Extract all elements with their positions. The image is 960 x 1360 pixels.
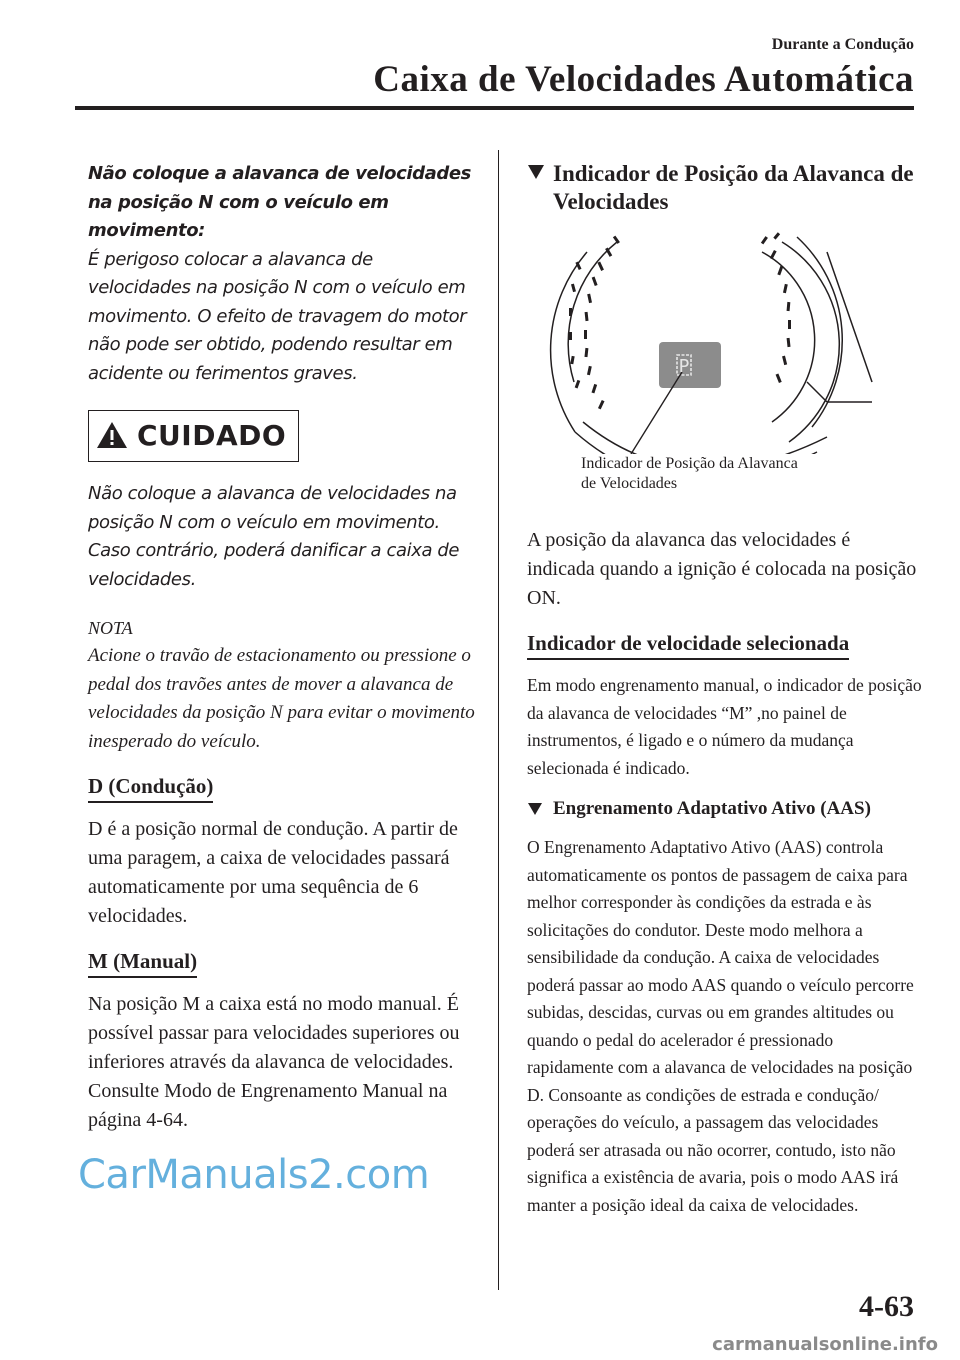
nota-body: Acione o travão de estacionamento ou pressione o pedal dos travões antes de mover a alavanca de velocidades da posição N para evitar o movimento inesperado do veículo. — [88, 645, 475, 752]
triangle-down-icon — [527, 802, 543, 816]
caution-box — [88, 410, 299, 462]
left-column — [88, 160, 478, 1135]
figure-caption — [581, 454, 798, 494]
selected-heading: Indicador de velocidade selecionada — [527, 631, 849, 660]
column-divider — [498, 150, 499, 1290]
page-title: Caixa de Velocidades Automática — [373, 59, 914, 100]
page-number: 4-63 — [859, 1290, 914, 1323]
footer-site: carmanualsonline.info — [712, 1334, 938, 1355]
d-heading: D (Condução) — [88, 774, 213, 803]
nota-label: NOTA — [88, 618, 133, 638]
watermark: CarManuals2.com — [78, 1152, 430, 1198]
triangle-down-icon — [527, 164, 545, 180]
figure-caption-line2: de Velocidades — [581, 475, 678, 492]
aas-heading-text: Engrenamento Adaptativo Ativo (AAS) — [553, 798, 871, 819]
indicator-heading-text: Indicador de Posição da Alavanca de Velocidades — [553, 161, 914, 214]
m-body: Na posição M a caixa está no modo manual. É possível passar para velocidades superiores ou inferiores através da alavanca de velocidades. Consulte Modo de Engrenamento Manual na página 4-64. — [88, 993, 460, 1131]
d-body: D é a posição normal de condução. A partir de uma paragem, a caixa de velocidades passará automaticamente por uma sequência de 6 velocidades. — [88, 818, 458, 927]
gear-indicator-figure — [527, 222, 922, 512]
warning-heading: Não coloque a alavanca de velocidades na posição N com o veículo em movimento: — [88, 163, 471, 241]
right-column — [527, 160, 922, 1219]
aas-body: O Engrenamento Adaptativo Ativo (AAS) controla automaticamente os pontos de passagem de caixa para melhor corresponder às condições da estrada e às solicitações do condutor. Deste modo melhora a sensibilidade da condução. A caixa de velocidades poderá passar ao modo AAS quando o veículo percorre subidas, descidas, curvas ou em grandes altitudes ou quando o pedal do acelerador é pressionado rapidamente com a alavanca de velocidades na posição D. Consoante as condições de estrada e condução/ operações do veículo, a passagem das velocidades poderá ser atrasada ou não ocorrer, contudo, isto não significa a existência de avaria, pois o modo AAS irá manter a posição ideal da caixa de velocidades. — [527, 837, 914, 1215]
warning-triangle-icon — [95, 420, 129, 450]
figure-caption-line1: Indicador de Posição da Alavanca — [581, 455, 798, 472]
gear-letter-mark: P — [678, 356, 690, 377]
warning-body: É perigoso colocar a alavanca de velocidades na posição N com o veículo em movimento. O efeito de travagem do motor não pode ser obtido, podendo resultar em acidente ou ferimentos graves. — [88, 248, 467, 384]
selected-body: Em modo engrenamento manual, o indicador de posição da alavanca de velocidades “M” ,no painel de instrumentos, é ligado e o número da mudança selecionada é indicado. — [527, 675, 922, 778]
instrument-cluster-illustration — [527, 222, 922, 454]
header-section: Durante a Condução — [771, 36, 914, 53]
indicator-intro: A posição da alavanca das velocidades é indicada quando a ignição é colocada na posição ON. — [527, 529, 917, 609]
header-rule — [75, 106, 914, 110]
m-heading: M (Manual) — [88, 949, 197, 978]
caution-label: CUIDADO — [137, 418, 287, 452]
indicator-heading — [527, 160, 922, 216]
aas-heading — [527, 798, 922, 820]
caution-body: Não coloque a alavanca de velocidades na posição N com o veículo em movimento. Caso contrário, poderá danificar a caixa de velocidades. — [88, 483, 460, 590]
